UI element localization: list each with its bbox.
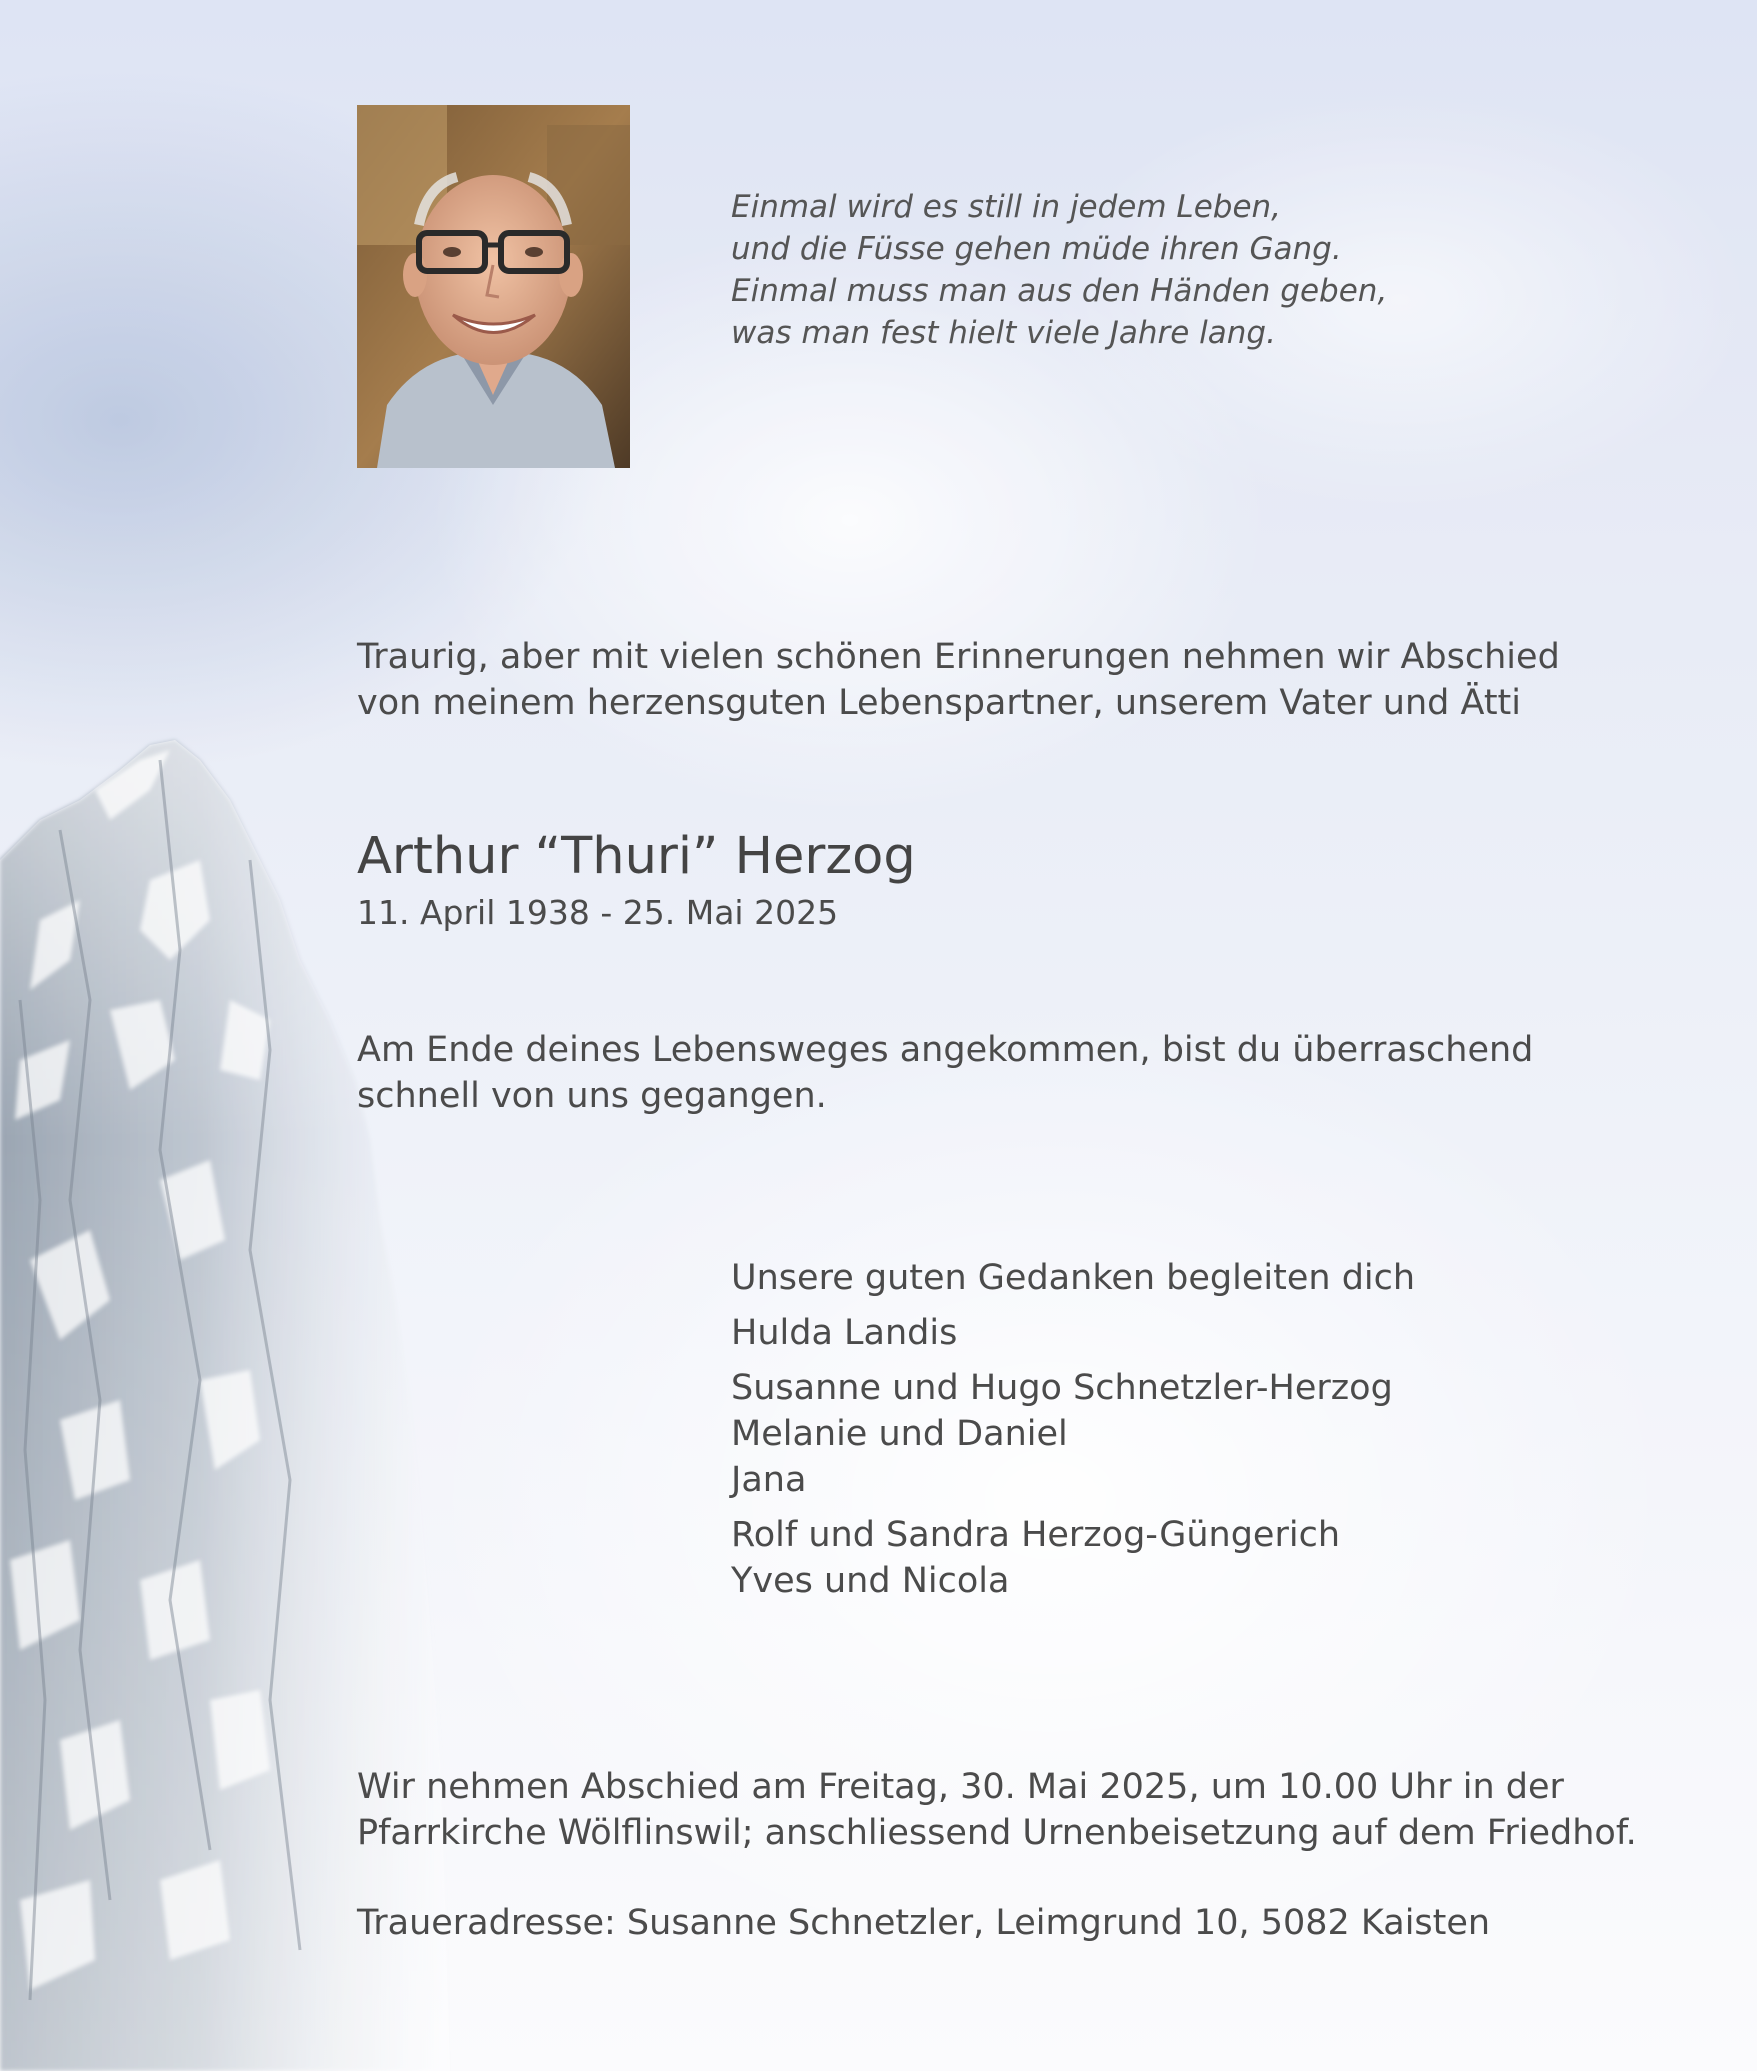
closing-line: Am Ende deines Lebensweges angekommen, bist du überraschend xyxy=(357,1030,1534,1070)
poem-line: Einmal wird es still in jedem Leben, xyxy=(731,189,1282,225)
life-dates: 11. April 1938 - 25. Mai 2025 xyxy=(357,893,839,932)
poem-line: und die Füsse gehen müde ihren Gang. xyxy=(731,231,1342,267)
family-group xyxy=(731,1310,1415,1356)
service-info xyxy=(357,1764,1637,1856)
family-heading: Unsere guten Gedanken begleiten dich xyxy=(731,1258,1416,1298)
poem-line: Einmal muss man aus den Händen geben, xyxy=(731,273,1388,309)
poem-line: was man fest hielt viele Jahre lang. xyxy=(731,315,1276,351)
deceased-name: Arthur “Thuri” Herzog xyxy=(357,827,916,886)
intro-text xyxy=(357,634,1560,726)
poem xyxy=(731,186,1387,354)
family-member: Jana xyxy=(731,1460,807,1500)
family-list xyxy=(731,1255,1415,1604)
portrait-photo xyxy=(357,105,630,468)
family-member: Yves und Nicola xyxy=(731,1561,1010,1601)
family-member: Rolf und Sandra Herzog-Güngerich xyxy=(731,1515,1340,1555)
intro-line: von meinem herzensguten Lebenspartner, unserem Vater und Ätti xyxy=(357,683,1521,723)
family-group xyxy=(731,1512,1415,1604)
mourning-address: Traueradresse: Susanne Schnetzler, Leimgrund 10, 5082 Kaisten xyxy=(357,1903,1491,1943)
family-heading-group xyxy=(731,1255,1415,1301)
family-member: Susanne und Hugo Schnetzler-Herzog xyxy=(731,1368,1393,1408)
service-line: Pfarrkirche Wölflinswil; anschliessend Urnenbeisetzung auf dem Friedhof. xyxy=(357,1813,1637,1853)
intro-line: Traurig, aber mit vielen schönen Erinnerungen nehmen wir Abschied xyxy=(357,637,1560,677)
closing-text xyxy=(357,1027,1533,1119)
family-member: Melanie und Daniel xyxy=(731,1414,1068,1454)
family-group xyxy=(731,1365,1415,1503)
service-line: Wir nehmen Abschied am Freitag, 30. Mai 2025, um 10.00 Uhr in der xyxy=(357,1767,1564,1807)
closing-line: schnell von uns gegangen. xyxy=(357,1076,827,1116)
family-member: Hulda Landis xyxy=(731,1313,958,1353)
